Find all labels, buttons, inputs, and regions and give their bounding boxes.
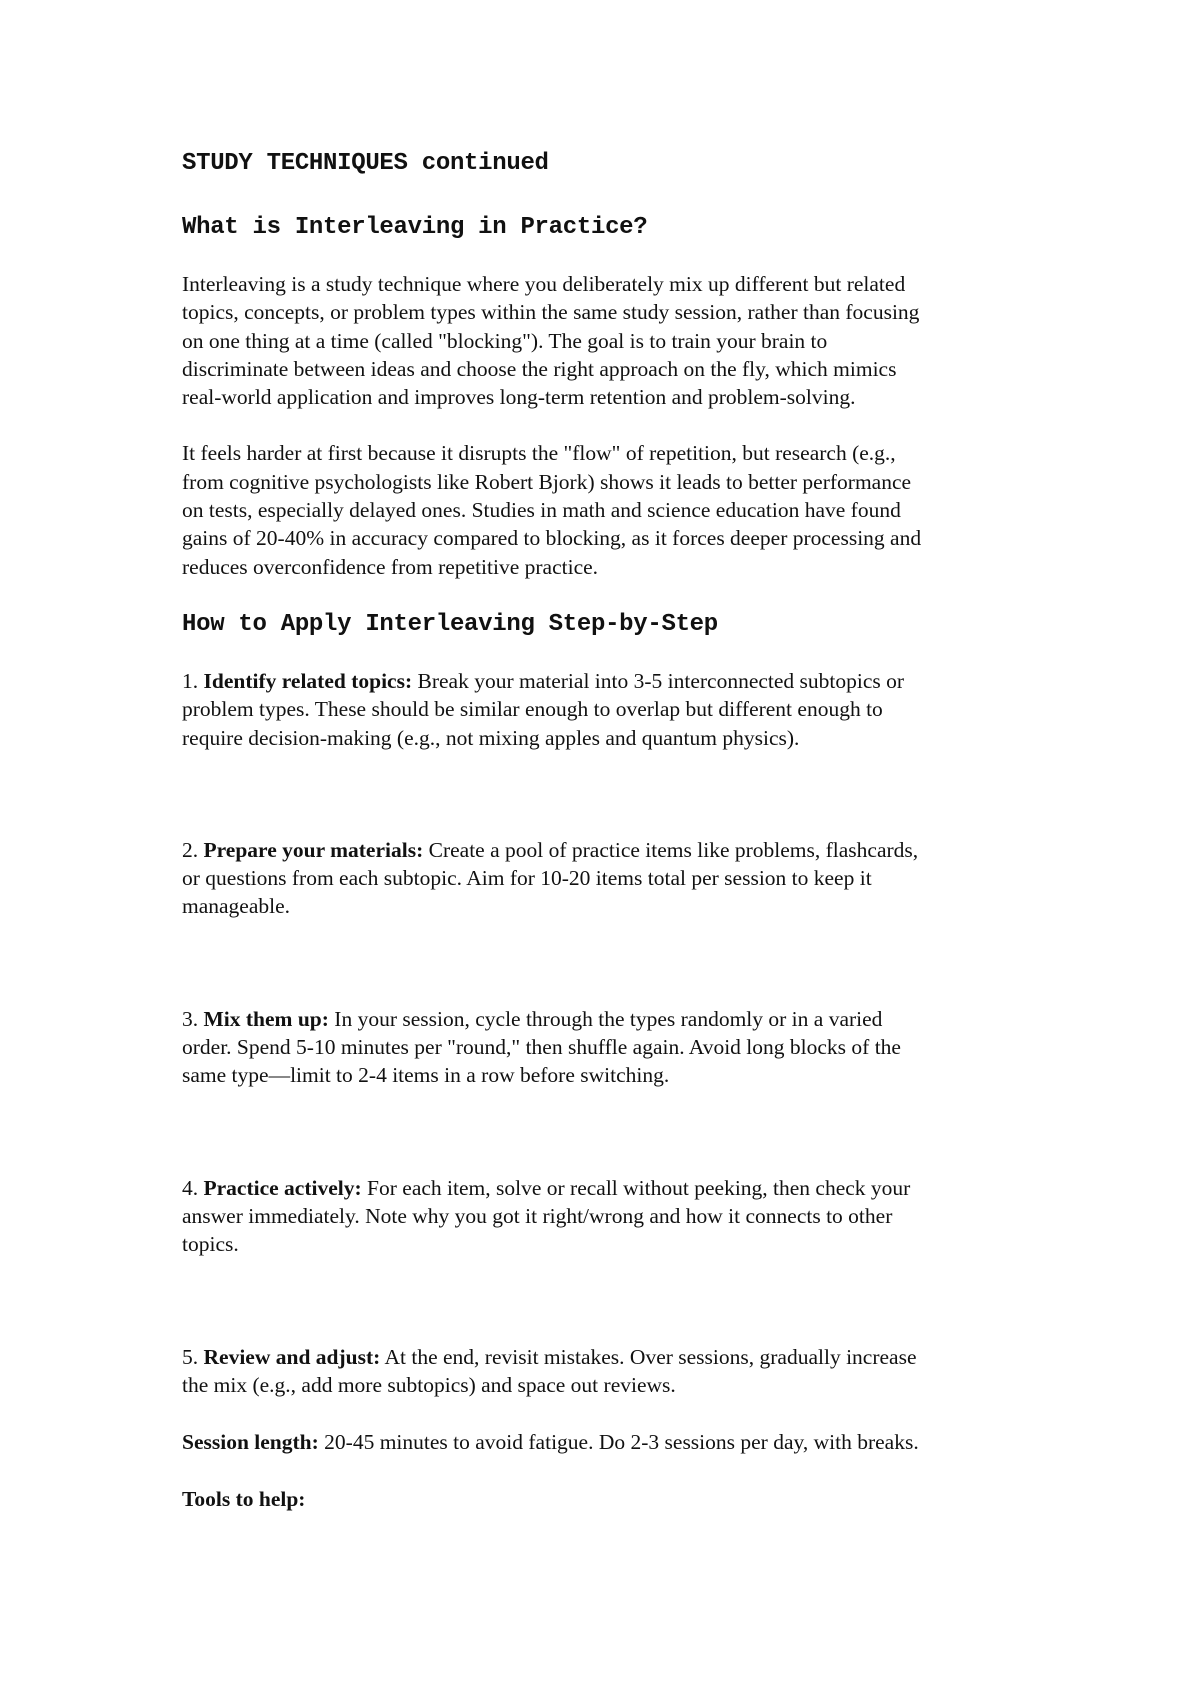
step-item	[182, 836, 1032, 921]
step-text: For each item, solve or recall without peeking, then check your	[367, 1175, 911, 1200]
intro-paragraph	[182, 270, 1032, 411]
text-line: or questions from each subtopic. Aim for 10-20 items total per session to keep it	[182, 866, 872, 891]
research-paragraph	[182, 439, 1032, 580]
text-line: on tests, especially delayed ones. Studies in math and science education have found	[182, 498, 901, 523]
text-line: the mix (e.g., add more subtopics) and space out reviews.	[182, 1372, 676, 1397]
spacer	[182, 752, 1032, 836]
session-length-text: 20-45 minutes to avoid fatigue. Do 2-3 sessions per day, with breaks.	[324, 1430, 919, 1455]
text-line: manageable.	[182, 894, 291, 919]
document-content	[182, 148, 1032, 1514]
text-line: same type—limit to 2-4 items in a row before switching.	[182, 1063, 670, 1088]
step-label: Review and adjust:	[203, 1344, 381, 1369]
text-line: Interleaving is a study technique where you deliberately mix up different but related	[182, 272, 906, 296]
step-item	[182, 667, 1032, 752]
step-text: At the end, revisit mistakes. Over sessions, gradually increase	[384, 1344, 917, 1369]
step-label: Prepare your materials:	[203, 837, 424, 862]
text-line: discriminate between ideas and choose the right approach on the fly, which mimics	[182, 356, 897, 381]
step-label: Practice actively:	[203, 1175, 362, 1200]
text-line: real-world application and improves long-term retention and problem-solving.	[182, 385, 856, 410]
step-first-line	[182, 667, 1032, 695]
session-length	[182, 1428, 1032, 1456]
step-first-line	[182, 1174, 1032, 1202]
text-line: order. Spend 5-10 minutes per "round," then shuffle again. Avoid long blocks of the	[182, 1035, 901, 1060]
section-heading-steps: How to Apply Interleaving Step-by-Step	[182, 610, 718, 638]
step-number: 4.	[182, 1175, 199, 1200]
tools-section	[182, 1485, 1032, 1513]
step-number: 1.	[182, 668, 199, 693]
document-title: STUDY TECHNIQUES continued	[182, 150, 549, 177]
step-text: Create a pool of practice items like problems, flashcards,	[428, 837, 919, 862]
spacer	[182, 921, 1032, 1005]
spacer	[182, 1399, 1032, 1428]
step-item	[182, 1343, 1032, 1400]
session-length-label: Session length:	[182, 1430, 319, 1455]
step-first-line	[182, 1343, 1032, 1371]
step-label: Mix them up:	[203, 1006, 329, 1031]
text-line: gains of 20-40% in accuracy compared to blocking, as it forces deeper processing and	[182, 526, 922, 551]
step-text: Break your material into 3-5 interconnected subtopics or	[417, 668, 905, 693]
step-first-line	[182, 1005, 1032, 1033]
step-item	[182, 1174, 1032, 1259]
text-line: require decision-making (e.g., not mixing apples and quantum physics).	[182, 725, 800, 750]
text-line: reduces overconfidence from repetitive practice.	[182, 554, 599, 579]
step-item	[182, 1005, 1032, 1090]
step-number: 5.	[182, 1344, 199, 1369]
section-heading-interleaving: What is Interleaving in Practice?	[182, 214, 648, 241]
step-number: 2.	[182, 837, 199, 862]
text-line: from cognitive psychologists like Robert Bjork) shows it leads to better performance	[182, 469, 912, 494]
tools-label: Tools to help:	[182, 1487, 306, 1512]
text-line: answer immediately. Note why you got it right/wrong and how it connects to other	[182, 1203, 893, 1228]
text-line: topics, concepts, or problem types within the same study session, rather than focusing	[182, 300, 920, 325]
step-label: Identify related topics:	[203, 668, 413, 693]
spacer	[182, 1090, 1032, 1174]
spacer	[182, 1259, 1032, 1343]
text-line: topics.	[182, 1232, 239, 1257]
text-line: problem types. These should be similar enough to overlap but different enough to	[182, 697, 883, 722]
step-number: 3.	[182, 1006, 199, 1031]
step-text: In your session, cycle through the types randomly or in a varied	[334, 1006, 883, 1031]
spacer	[182, 1456, 1032, 1485]
text-line: It feels harder at first because it disrupts the "flow" of repetition, but research (e.g.,	[182, 441, 896, 466]
text-line: on one thing at a time (called "blocking"). The goal is to train your brain to	[182, 328, 828, 353]
step-first-line	[182, 836, 1032, 864]
